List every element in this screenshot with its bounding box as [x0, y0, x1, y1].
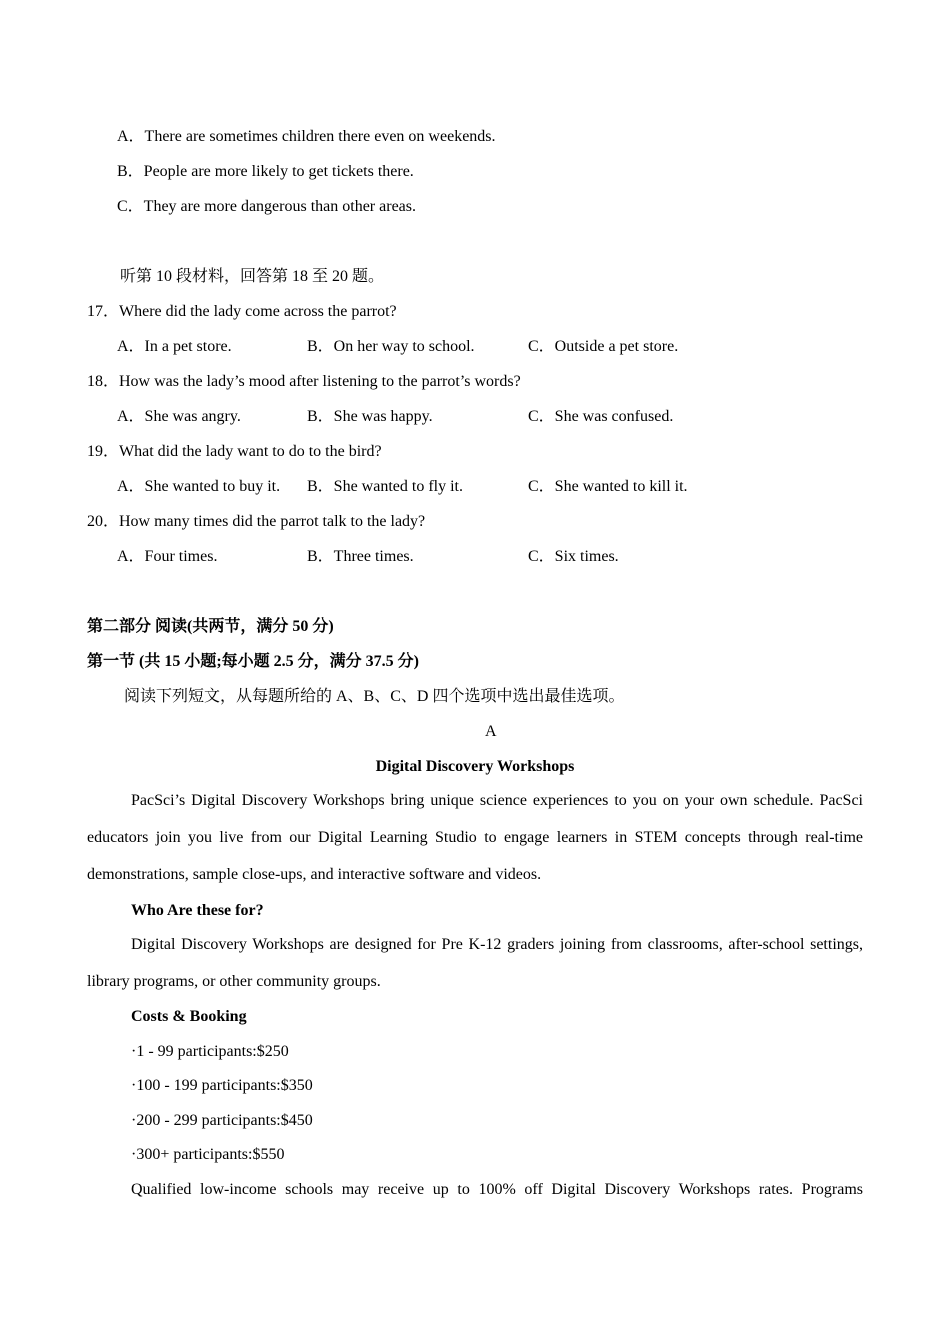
cost-item: ·200 - 299 participants:$450 — [131, 1112, 313, 1129]
who-heading: Who Are these for? — [131, 902, 264, 919]
reading-instruction: 阅读下列短文，从每题所给的 A、B、C、D 四个选项中选出最佳选项。 — [124, 688, 625, 705]
question-18-stem: 18．How was the lady’s mood after listening to the parrot’s words? — [87, 373, 521, 390]
question-20-option-c: C．Six times. — [528, 548, 619, 565]
question-18-option-a: A．She was angry. — [117, 408, 241, 425]
prev-option-b: B．People are more likely to get tickets there. — [117, 163, 414, 180]
question-17-option-c: C．Outside a pet store. — [528, 338, 679, 355]
part2-section1-heading: 第一节 (共 15 小题;每小题 2.5 分，满分 37.5 分) — [87, 653, 419, 670]
prev-option-a: A．There are sometimes children there even on weekends. — [117, 128, 496, 145]
who-paragraph: Digital Discovery Workshops are designed for Pre K-12 graders joining from classrooms, after-school settings, library programs, or other community groups. — [87, 936, 863, 990]
question-20-stem: 20．How many times did the parrot talk to the lady? — [87, 513, 426, 530]
question-18-option-b: B．She was happy. — [307, 408, 433, 425]
question-20-option-b: B．Three times. — [307, 548, 414, 565]
passage-title: Digital Discovery Workshops — [375, 758, 575, 775]
question-19-option-c: C．She wanted to kill it. — [528, 478, 688, 495]
cost-item: ·100 - 199 participants:$350 — [131, 1077, 313, 1094]
cost-item: ·1 - 99 participants:$250 — [131, 1043, 289, 1060]
question-20-option-a: A．Four times. — [117, 548, 218, 565]
question-17-option-a: A．In a pet store. — [117, 338, 232, 355]
question-17-option-b: B．On her way to school. — [307, 338, 475, 355]
intro-paragraph: PacSci’s Digital Discovery Workshops bring unique science experiences to you on your own schedule. PacSci educators join you live from our Digital Learning Studio to engage learners in STEM concepts through real-time demonstrations, sample close-ups, and interactive software and videos. — [87, 792, 863, 883]
question-17-stem: 17．Where did the lady come across the parrot? — [87, 303, 397, 320]
part2-heading: 第二部分 阅读(共两节，满分 50 分) — [87, 618, 334, 635]
cost-item: ·300+ participants:$550 — [131, 1146, 285, 1163]
prev-option-c: C．They are more dangerous than other areas. — [117, 198, 416, 215]
question-19-stem: 19．What did the lady want to do to the bird? — [87, 443, 382, 460]
question-19-option-b: B．She wanted to fly it. — [307, 478, 463, 495]
question-18-option-c: C．She was confused. — [528, 408, 674, 425]
passage-letter: A — [485, 723, 497, 740]
section10-instruction: 听第 10 段材料，回答第 18 至 20 题。 — [120, 268, 385, 285]
question-19-option-a: A．She wanted to buy it. — [117, 478, 281, 495]
costs-heading: Costs & Booking — [131, 1008, 247, 1025]
qualified-paragraph: Qualified low-income schools may receive up to 100% off Digital Discovery Workshops rates. Programs — [131, 1181, 863, 1198]
